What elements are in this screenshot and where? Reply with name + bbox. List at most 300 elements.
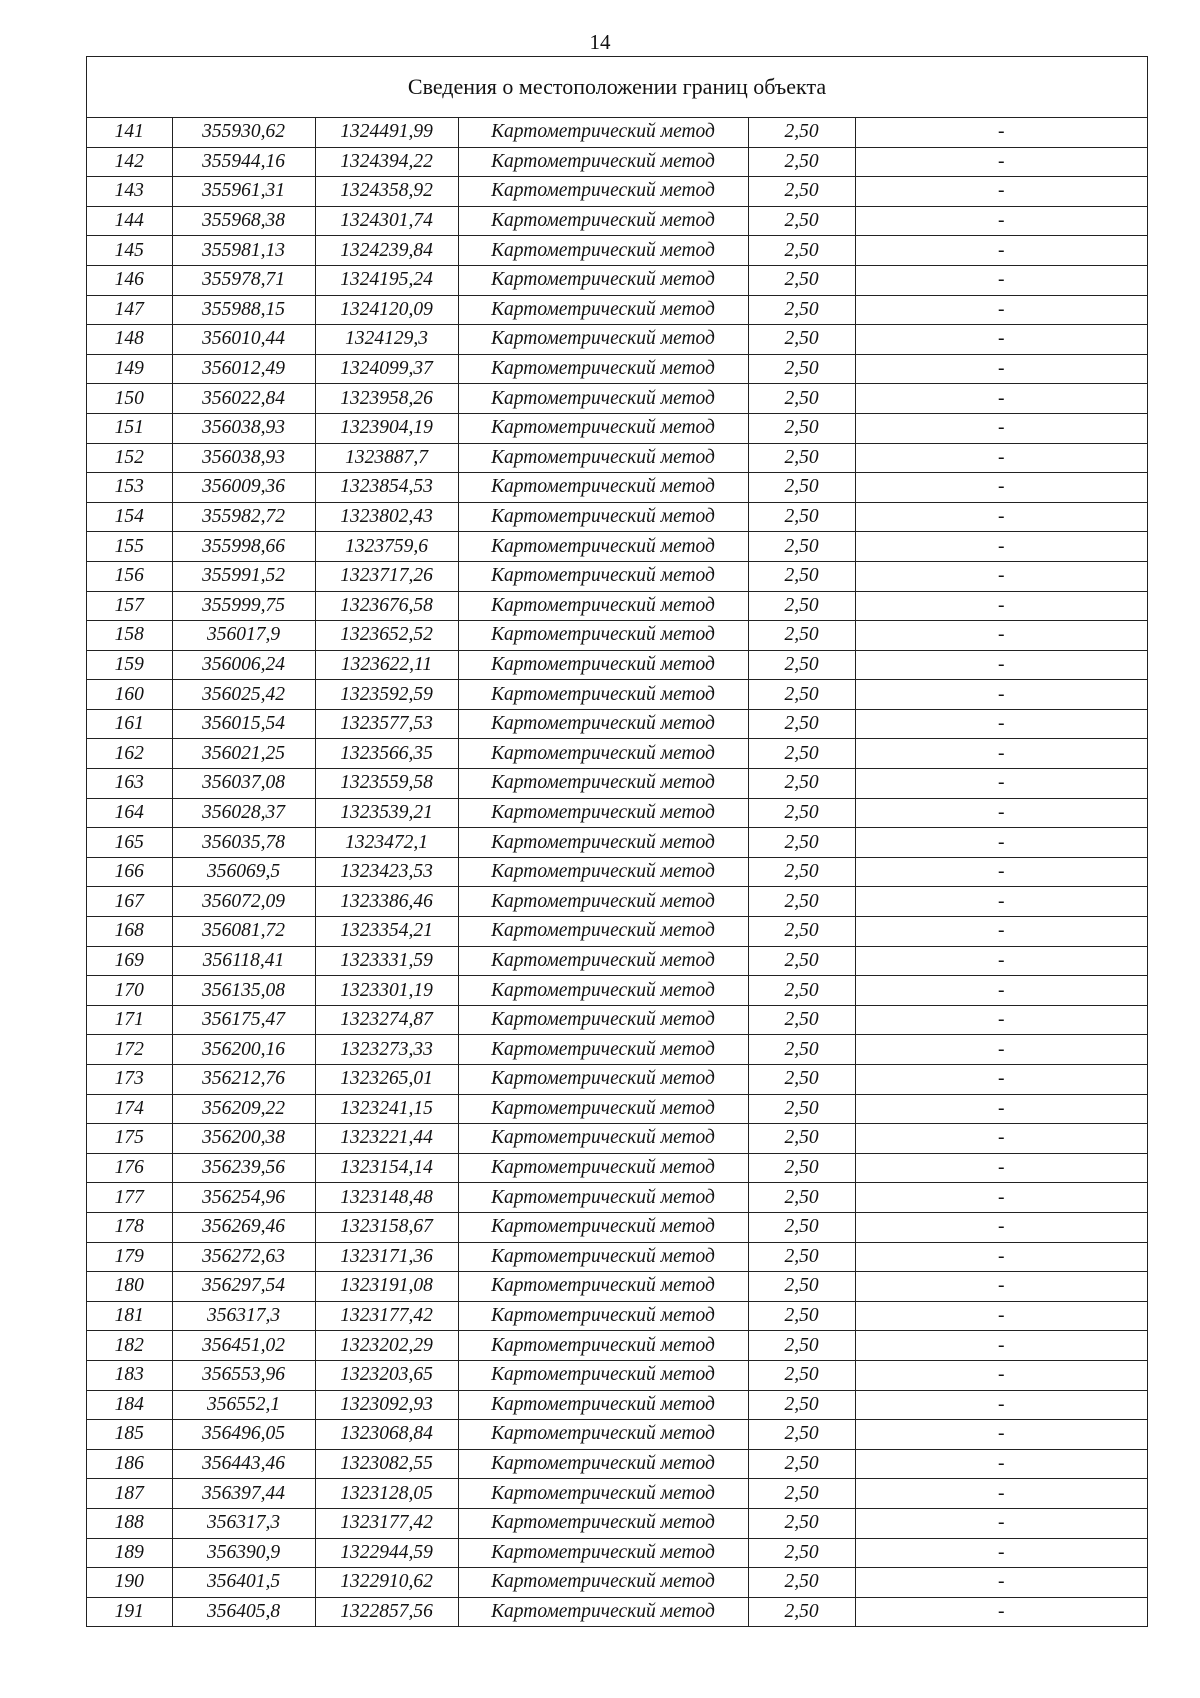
- accuracy-cell: 2,50: [748, 561, 855, 591]
- y-coordinate-cell: 1323676,58: [315, 591, 458, 621]
- y-coordinate-cell: 1323386,46: [315, 887, 458, 917]
- accuracy-cell: 2,50: [748, 177, 855, 207]
- description-cell: -: [855, 1035, 1147, 1065]
- description-cell: -: [855, 1094, 1147, 1124]
- accuracy-cell: 2,50: [748, 1124, 855, 1154]
- table-title: Сведения о местоположении границ объекта: [87, 57, 1147, 118]
- x-coordinate-cell: 355961,31: [172, 177, 315, 207]
- x-coordinate-cell: 356401,5: [172, 1568, 315, 1598]
- method-cell: Картометрический метод: [458, 739, 748, 769]
- table-row: [87, 591, 1147, 621]
- x-coordinate-cell: 356081,72: [172, 917, 315, 947]
- method-cell: Картометрический метод: [458, 443, 748, 473]
- y-coordinate-cell: 1324394,22: [315, 147, 458, 177]
- accuracy-cell: 2,50: [748, 1479, 855, 1509]
- point-number-cell: 178: [87, 1212, 172, 1242]
- description-cell: -: [855, 1212, 1147, 1242]
- y-coordinate-cell: 1323652,52: [315, 621, 458, 651]
- x-coordinate-cell: 356038,93: [172, 413, 315, 443]
- description-cell: -: [855, 1153, 1147, 1183]
- description-cell: -: [855, 739, 1147, 769]
- method-cell: Картометрический метод: [458, 502, 748, 532]
- x-coordinate-cell: 356025,42: [172, 680, 315, 710]
- accuracy-cell: 2,50: [748, 1094, 855, 1124]
- table-row: [87, 1538, 1147, 1568]
- accuracy-cell: 2,50: [748, 384, 855, 414]
- table-row: [87, 1597, 1147, 1626]
- y-coordinate-cell: 1323154,14: [315, 1153, 458, 1183]
- table-row: [87, 384, 1147, 414]
- point-number-cell: 153: [87, 473, 172, 503]
- x-coordinate-cell: 356009,36: [172, 473, 315, 503]
- accuracy-cell: 2,50: [748, 265, 855, 295]
- table-row: [87, 561, 1147, 591]
- y-coordinate-cell: 1324491,99: [315, 118, 458, 147]
- y-coordinate-cell: 1323802,43: [315, 502, 458, 532]
- point-number-cell: 191: [87, 1597, 172, 1626]
- y-coordinate-cell: 1323202,29: [315, 1331, 458, 1361]
- method-cell: Картометрический метод: [458, 1153, 748, 1183]
- point-number-cell: 143: [87, 177, 172, 207]
- method-cell: Картометрический метод: [458, 413, 748, 443]
- accuracy-cell: 2,50: [748, 1597, 855, 1626]
- description-cell: -: [855, 177, 1147, 207]
- table-row: [87, 1508, 1147, 1538]
- description-cell: -: [855, 680, 1147, 710]
- table-row: [87, 1301, 1147, 1331]
- accuracy-cell: 2,50: [748, 1301, 855, 1331]
- table-row: [87, 857, 1147, 887]
- point-number-cell: 172: [87, 1035, 172, 1065]
- x-coordinate-cell: 356021,25: [172, 739, 315, 769]
- point-number-cell: 171: [87, 1005, 172, 1035]
- y-coordinate-cell: 1323566,35: [315, 739, 458, 769]
- method-cell: Картометрический метод: [458, 325, 748, 355]
- y-coordinate-cell: 1323331,59: [315, 946, 458, 976]
- point-number-cell: 189: [87, 1538, 172, 1568]
- table-row: [87, 502, 1147, 532]
- x-coordinate-cell: 355982,72: [172, 502, 315, 532]
- method-cell: Картометрический метод: [458, 650, 748, 680]
- table-row: [87, 443, 1147, 473]
- point-number-cell: 151: [87, 413, 172, 443]
- description-cell: -: [855, 1183, 1147, 1213]
- method-cell: Картометрический метод: [458, 769, 748, 799]
- table-row: [87, 1272, 1147, 1302]
- y-coordinate-cell: 1324129,3: [315, 325, 458, 355]
- accuracy-cell: 2,50: [748, 709, 855, 739]
- accuracy-cell: 2,50: [748, 1420, 855, 1450]
- method-cell: Картометрический метод: [458, 1508, 748, 1538]
- point-number-cell: 147: [87, 295, 172, 325]
- table-row: [87, 1242, 1147, 1272]
- description-cell: -: [855, 1301, 1147, 1331]
- table-row: [87, 1212, 1147, 1242]
- y-coordinate-cell: 1323171,36: [315, 1242, 458, 1272]
- method-cell: Картометрический метод: [458, 798, 748, 828]
- x-coordinate-cell: 356200,38: [172, 1124, 315, 1154]
- method-cell: Картометрический метод: [458, 1035, 748, 1065]
- table-row: [87, 1094, 1147, 1124]
- description-cell: -: [855, 147, 1147, 177]
- point-number-cell: 183: [87, 1360, 172, 1390]
- x-coordinate-cell: 356390,9: [172, 1538, 315, 1568]
- y-coordinate-cell: 1323301,19: [315, 976, 458, 1006]
- accuracy-cell: 2,50: [748, 1005, 855, 1035]
- method-cell: Картометрический метод: [458, 917, 748, 947]
- accuracy-cell: 2,50: [748, 532, 855, 562]
- method-cell: Картометрический метод: [458, 1538, 748, 1568]
- point-number-cell: 149: [87, 354, 172, 384]
- x-coordinate-cell: 356272,63: [172, 1242, 315, 1272]
- accuracy-cell: 2,50: [748, 1035, 855, 1065]
- description-cell: -: [855, 1005, 1147, 1035]
- point-number-cell: 161: [87, 709, 172, 739]
- accuracy-cell: 2,50: [748, 473, 855, 503]
- x-coordinate-cell: 356037,08: [172, 769, 315, 799]
- x-coordinate-cell: 356072,09: [172, 887, 315, 917]
- description-cell: -: [855, 1272, 1147, 1302]
- point-number-cell: 141: [87, 118, 172, 147]
- y-coordinate-cell: 1324195,24: [315, 265, 458, 295]
- method-cell: Картометрический метод: [458, 1390, 748, 1420]
- point-number-cell: 158: [87, 621, 172, 651]
- accuracy-cell: 2,50: [748, 413, 855, 443]
- description-cell: -: [855, 1420, 1147, 1450]
- table-row: [87, 1124, 1147, 1154]
- x-coordinate-cell: 356135,08: [172, 976, 315, 1006]
- point-number-cell: 168: [87, 917, 172, 947]
- x-coordinate-cell: 356012,49: [172, 354, 315, 384]
- description-cell: -: [855, 1065, 1147, 1095]
- x-coordinate-cell: 356405,8: [172, 1597, 315, 1626]
- method-cell: Картометрический метод: [458, 177, 748, 207]
- y-coordinate-cell: 1323092,93: [315, 1390, 458, 1420]
- method-cell: Картометрический метод: [458, 1420, 748, 1450]
- x-coordinate-cell: 356397,44: [172, 1479, 315, 1509]
- accuracy-cell: 2,50: [748, 680, 855, 710]
- y-coordinate-cell: 1323717,26: [315, 561, 458, 591]
- point-number-cell: 142: [87, 147, 172, 177]
- accuracy-cell: 2,50: [748, 857, 855, 887]
- accuracy-cell: 2,50: [748, 946, 855, 976]
- y-coordinate-cell: 1322857,56: [315, 1597, 458, 1626]
- x-coordinate-cell: 355988,15: [172, 295, 315, 325]
- accuracy-cell: 2,50: [748, 1331, 855, 1361]
- description-cell: -: [855, 857, 1147, 887]
- x-coordinate-cell: 355981,13: [172, 236, 315, 266]
- x-coordinate-cell: 356443,46: [172, 1449, 315, 1479]
- y-coordinate-cell: 1323592,59: [315, 680, 458, 710]
- point-number-cell: 162: [87, 739, 172, 769]
- x-coordinate-cell: 356451,02: [172, 1331, 315, 1361]
- description-cell: -: [855, 887, 1147, 917]
- method-cell: Картометрический метод: [458, 976, 748, 1006]
- description-cell: -: [855, 384, 1147, 414]
- x-coordinate-cell: 356006,24: [172, 650, 315, 680]
- table-row: [87, 1035, 1147, 1065]
- description-cell: -: [855, 295, 1147, 325]
- boundary-table: [86, 56, 1148, 1627]
- table-row: [87, 177, 1147, 207]
- table-row: [87, 650, 1147, 680]
- description-cell: -: [855, 354, 1147, 384]
- y-coordinate-cell: 1323191,08: [315, 1272, 458, 1302]
- point-number-cell: 185: [87, 1420, 172, 1450]
- accuracy-cell: 2,50: [748, 1360, 855, 1390]
- description-cell: -: [855, 917, 1147, 947]
- x-coordinate-cell: 356239,56: [172, 1153, 315, 1183]
- table-row: [87, 1153, 1147, 1183]
- method-cell: Картометрический метод: [458, 680, 748, 710]
- table-row: [87, 236, 1147, 266]
- accuracy-cell: 2,50: [748, 295, 855, 325]
- description-cell: -: [855, 325, 1147, 355]
- method-cell: Картометрический метод: [458, 118, 748, 147]
- x-coordinate-cell: 356297,54: [172, 1272, 315, 1302]
- table-row: [87, 709, 1147, 739]
- description-cell: -: [855, 828, 1147, 858]
- accuracy-cell: 2,50: [748, 769, 855, 799]
- accuracy-cell: 2,50: [748, 1183, 855, 1213]
- coordinates-table-body: [87, 118, 1147, 1626]
- table-row: [87, 976, 1147, 1006]
- description-cell: -: [855, 1124, 1147, 1154]
- description-cell: -: [855, 798, 1147, 828]
- x-coordinate-cell: 356022,84: [172, 384, 315, 414]
- accuracy-cell: 2,50: [748, 236, 855, 266]
- method-cell: Картометрический метод: [458, 561, 748, 591]
- point-number-cell: 173: [87, 1065, 172, 1095]
- point-number-cell: 160: [87, 680, 172, 710]
- x-coordinate-cell: 355968,38: [172, 206, 315, 236]
- accuracy-cell: 2,50: [748, 887, 855, 917]
- x-coordinate-cell: 356212,76: [172, 1065, 315, 1095]
- method-cell: Картометрический метод: [458, 1360, 748, 1390]
- method-cell: Картометрический метод: [458, 1065, 748, 1095]
- method-cell: Картометрический метод: [458, 946, 748, 976]
- description-cell: -: [855, 1568, 1147, 1598]
- point-number-cell: 165: [87, 828, 172, 858]
- table-row: [87, 680, 1147, 710]
- description-cell: -: [855, 561, 1147, 591]
- description-cell: -: [855, 1360, 1147, 1390]
- point-number-cell: 154: [87, 502, 172, 532]
- point-number-cell: 180: [87, 1272, 172, 1302]
- y-coordinate-cell: 1323221,44: [315, 1124, 458, 1154]
- method-cell: Картометрический метод: [458, 473, 748, 503]
- accuracy-cell: 2,50: [748, 917, 855, 947]
- method-cell: Картометрический метод: [458, 206, 748, 236]
- y-coordinate-cell: 1323759,6: [315, 532, 458, 562]
- accuracy-cell: 2,50: [748, 354, 855, 384]
- y-coordinate-cell: 1323265,01: [315, 1065, 458, 1095]
- description-cell: -: [855, 650, 1147, 680]
- description-cell: -: [998, 1600, 1005, 1622]
- method-cell: Картометрический метод: [458, 1242, 748, 1272]
- table-row: [87, 946, 1147, 976]
- point-number-cell: 174: [87, 1094, 172, 1124]
- table-row: [87, 1568, 1147, 1598]
- x-coordinate-cell: 356269,46: [172, 1212, 315, 1242]
- table-row: [87, 532, 1147, 562]
- y-coordinate-cell: 1323423,53: [315, 857, 458, 887]
- y-coordinate-cell: 1323177,42: [315, 1301, 458, 1331]
- table-row: [87, 828, 1147, 858]
- table-row: [87, 473, 1147, 503]
- table-row: [87, 769, 1147, 799]
- x-coordinate-cell: 356552,1: [172, 1390, 315, 1420]
- x-coordinate-cell: 356118,41: [172, 946, 315, 976]
- y-coordinate-cell: 1323177,42: [315, 1508, 458, 1538]
- y-coordinate-cell: 1324301,74: [315, 206, 458, 236]
- point-number-cell: 159: [87, 650, 172, 680]
- description-cell: -: [855, 413, 1147, 443]
- accuracy-cell: 2,50: [748, 1153, 855, 1183]
- x-coordinate-cell: 356254,96: [172, 1183, 315, 1213]
- method-cell: Картометрический метод: [458, 295, 748, 325]
- description-cell: -: [855, 1331, 1147, 1361]
- description-cell: -: [855, 976, 1147, 1006]
- table-row: [87, 354, 1147, 384]
- x-coordinate-cell: 356028,37: [172, 798, 315, 828]
- point-number-cell: 190: [87, 1568, 172, 1598]
- x-coordinate-cell: 355930,62: [172, 118, 315, 147]
- point-number-cell: 186: [87, 1449, 172, 1479]
- method-cell: Картометрический метод: [458, 1005, 748, 1035]
- point-number-cell: 152: [87, 443, 172, 473]
- y-coordinate-cell: 1323241,15: [315, 1094, 458, 1124]
- x-coordinate-cell: 356200,16: [172, 1035, 315, 1065]
- description-cell: -: [855, 1242, 1147, 1272]
- description-cell: -: [855, 1479, 1147, 1509]
- description-cell: -: [855, 709, 1147, 739]
- point-number-cell: 181: [87, 1301, 172, 1331]
- accuracy-cell: 2,50: [748, 976, 855, 1006]
- accuracy-cell: 2,50: [748, 1568, 855, 1598]
- y-coordinate-cell: 1323274,87: [315, 1005, 458, 1035]
- accuracy-cell: 2,50: [748, 650, 855, 680]
- description-cell: -: [855, 621, 1147, 651]
- table-row: [87, 1420, 1147, 1450]
- method-cell: Картометрический метод: [458, 236, 748, 266]
- table-row: [87, 1183, 1147, 1213]
- method-cell: Картометрический метод: [458, 532, 748, 562]
- method-cell: Картометрический метод: [458, 265, 748, 295]
- x-coordinate-cell: 355991,52: [172, 561, 315, 591]
- point-number-cell: 169: [87, 946, 172, 976]
- accuracy-cell: 2,50: [748, 325, 855, 355]
- point-number-cell: 170: [87, 976, 172, 1006]
- point-number-cell: 156: [87, 561, 172, 591]
- accuracy-cell: 2,50: [748, 1538, 855, 1568]
- x-coordinate-cell: 356317,3: [172, 1301, 315, 1331]
- accuracy-cell: 2,50: [748, 1272, 855, 1302]
- y-coordinate-cell: 1323622,11: [315, 650, 458, 680]
- x-coordinate-cell: 356553,96: [172, 1360, 315, 1390]
- accuracy-cell: 2,50: [748, 147, 855, 177]
- point-number-cell: 188: [87, 1508, 172, 1538]
- point-number-cell: 157: [87, 591, 172, 621]
- method-cell: Картометрический метод: [458, 1212, 748, 1242]
- x-coordinate-cell: 356017,9: [172, 621, 315, 651]
- method-cell: Картометрический метод: [458, 621, 748, 651]
- y-coordinate-cell: 1323577,53: [315, 709, 458, 739]
- method-cell: Картометрический метод: [458, 591, 748, 621]
- method-cell: Картометрический метод: [458, 1597, 748, 1626]
- accuracy-cell: 2,50: [748, 1242, 855, 1272]
- table-row: [87, 917, 1147, 947]
- table-row: [87, 1360, 1147, 1390]
- x-coordinate-cell: 355998,66: [172, 532, 315, 562]
- point-number-cell: 148: [87, 325, 172, 355]
- table-row: [87, 1449, 1147, 1479]
- accuracy-cell: 2,50: [748, 1065, 855, 1095]
- table-row: [87, 118, 1147, 147]
- accuracy-cell: 2,50: [748, 502, 855, 532]
- x-coordinate-cell: 356015,54: [172, 709, 315, 739]
- description-cell: -: [855, 502, 1147, 532]
- table-row: [87, 325, 1147, 355]
- y-coordinate-cell: 1323958,26: [315, 384, 458, 414]
- coordinates-table: [87, 118, 1147, 1626]
- table-row: [87, 1390, 1147, 1420]
- y-coordinate-cell: 1323128,05: [315, 1479, 458, 1509]
- y-coordinate-cell: 1323203,65: [315, 1360, 458, 1390]
- method-cell: Картометрический метод: [458, 1331, 748, 1361]
- x-coordinate-cell: 356069,5: [172, 857, 315, 887]
- point-number-cell: 155: [87, 532, 172, 562]
- method-cell: Картометрический метод: [458, 1568, 748, 1598]
- point-number-cell: 150: [87, 384, 172, 414]
- point-number-cell: 184: [87, 1390, 172, 1420]
- method-cell: Картометрический метод: [458, 1301, 748, 1331]
- table-row: [87, 739, 1147, 769]
- y-coordinate-cell: 1323273,33: [315, 1035, 458, 1065]
- table-row: [87, 1005, 1147, 1035]
- point-number-cell: 167: [87, 887, 172, 917]
- description-cell: -: [855, 443, 1147, 473]
- method-cell: Картометрический метод: [458, 1272, 748, 1302]
- table-row: [87, 1331, 1147, 1361]
- accuracy-cell: 2,50: [748, 118, 855, 147]
- method-cell: Картометрический метод: [458, 354, 748, 384]
- y-coordinate-cell: 1322944,59: [315, 1538, 458, 1568]
- x-coordinate-cell: 356209,22: [172, 1094, 315, 1124]
- accuracy-cell: 2,50: [748, 1390, 855, 1420]
- accuracy-cell: 2,50: [748, 1449, 855, 1479]
- point-number-cell: 145: [87, 236, 172, 266]
- accuracy-cell: 2,50: [748, 621, 855, 651]
- method-cell: Картометрический метод: [458, 857, 748, 887]
- y-coordinate-cell: 1323539,21: [315, 798, 458, 828]
- accuracy-cell: 2,50: [748, 798, 855, 828]
- y-coordinate-cell: 1322910,62: [315, 1568, 458, 1598]
- method-cell: Картометрический метод: [458, 887, 748, 917]
- description-cell: -: [855, 118, 1147, 147]
- accuracy-cell: 2,50: [748, 1212, 855, 1242]
- table-row: [87, 1479, 1147, 1509]
- table-row: [87, 413, 1147, 443]
- description-cell: -: [855, 769, 1147, 799]
- method-cell: Картометрический метод: [458, 384, 748, 414]
- description-cell: -: [855, 473, 1147, 503]
- accuracy-cell: 2,50: [748, 443, 855, 473]
- y-coordinate-cell: 1324099,37: [315, 354, 458, 384]
- y-coordinate-cell: 1323148,48: [315, 1183, 458, 1213]
- table-row: [87, 1065, 1147, 1095]
- description-cell: -: [855, 206, 1147, 236]
